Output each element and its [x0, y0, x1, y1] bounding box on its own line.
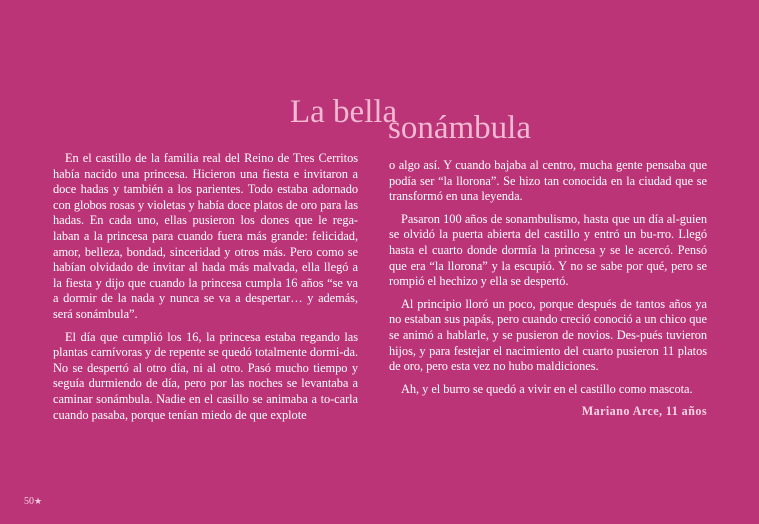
- left-column: [53, 151, 358, 430]
- page-number: [24, 496, 42, 507]
- star-icon: ★: [34, 496, 43, 506]
- right-column: [389, 158, 707, 420]
- page-number-value: 50: [24, 496, 34, 507]
- paragraph: En el castillo de la familia real del Reino de Tres Cerritos había nacido una princesa. Hicieron una fiesta e invitaron a doce hadas y también a los parientes. Todo estaba adornado con globos rosas y violetas y había doce platos de oro para las hadas. En cada uno, ellas pusieron los dones que le rega-laban a la princesa para cuando fuera más grande: felicidad, amor, belleza, bondad, sinceridad y otros más. Pero como se habían olvidado de invitar al hada más malvada, ella llegó a la fiesta y dijo que cuando la princesa cumpla 16 años “se va a dormir de la nada y nunca se va a despertar… y además, será sonámbula”.: [53, 151, 358, 321]
- paragraph: Al principio lloró un poco, porque después de tantos años ya no estaban sus papás, pero cuando creció conoció a un chico que se animó a hablarle, y se pusieron de novios. Des-pués tuvieron hijos, y para festejar el nacimiento del cuarto pusieron 11 platos de oro, pero esta vez no hubo maldiciones.: [389, 296, 707, 374]
- paragraph: Pasaron 100 años de sonambulismo, hasta que un día al-guien se olvidó la puerta abierta del castillo y entró un bu-rro. Llegó hasta el cuarto donde dormía la princesa y se le acercó. Pensó que era “la llorona” y la escupió. Y no se sabe por qué, pero se rompió el hechizo y ella se despertó.: [389, 211, 707, 289]
- paragraph: El día que cumplió los 16, la princesa estaba regando las plantas carnívoras y de repente se quedó totalmente dormi-da. No se despertó al otro día, ni al otro. Pasó mucho tiempo y seguía durmiendo de día, pero por las noches se levantaba a caminar sonámbula. Nadie en el casillo se animaba a to-carla cuando pasaba, porque tenían miedo de que explote: [53, 329, 358, 422]
- paragraph: o algo así. Y cuando bajaba al centro, mucha gente pensaba que podía ser “la llorona”. Se hizo tan conocida en la ciudad que se transformó en una leyenda.: [389, 158, 707, 204]
- title-word-2: sonámbula: [388, 110, 531, 146]
- author-credit: Mariano Arce, 11 años: [581, 404, 707, 419]
- paragraph: Ah, y el burro se quedó a vivir en el castillo como mascota.: [401, 381, 693, 396]
- title-word-1: La bella: [290, 94, 398, 130]
